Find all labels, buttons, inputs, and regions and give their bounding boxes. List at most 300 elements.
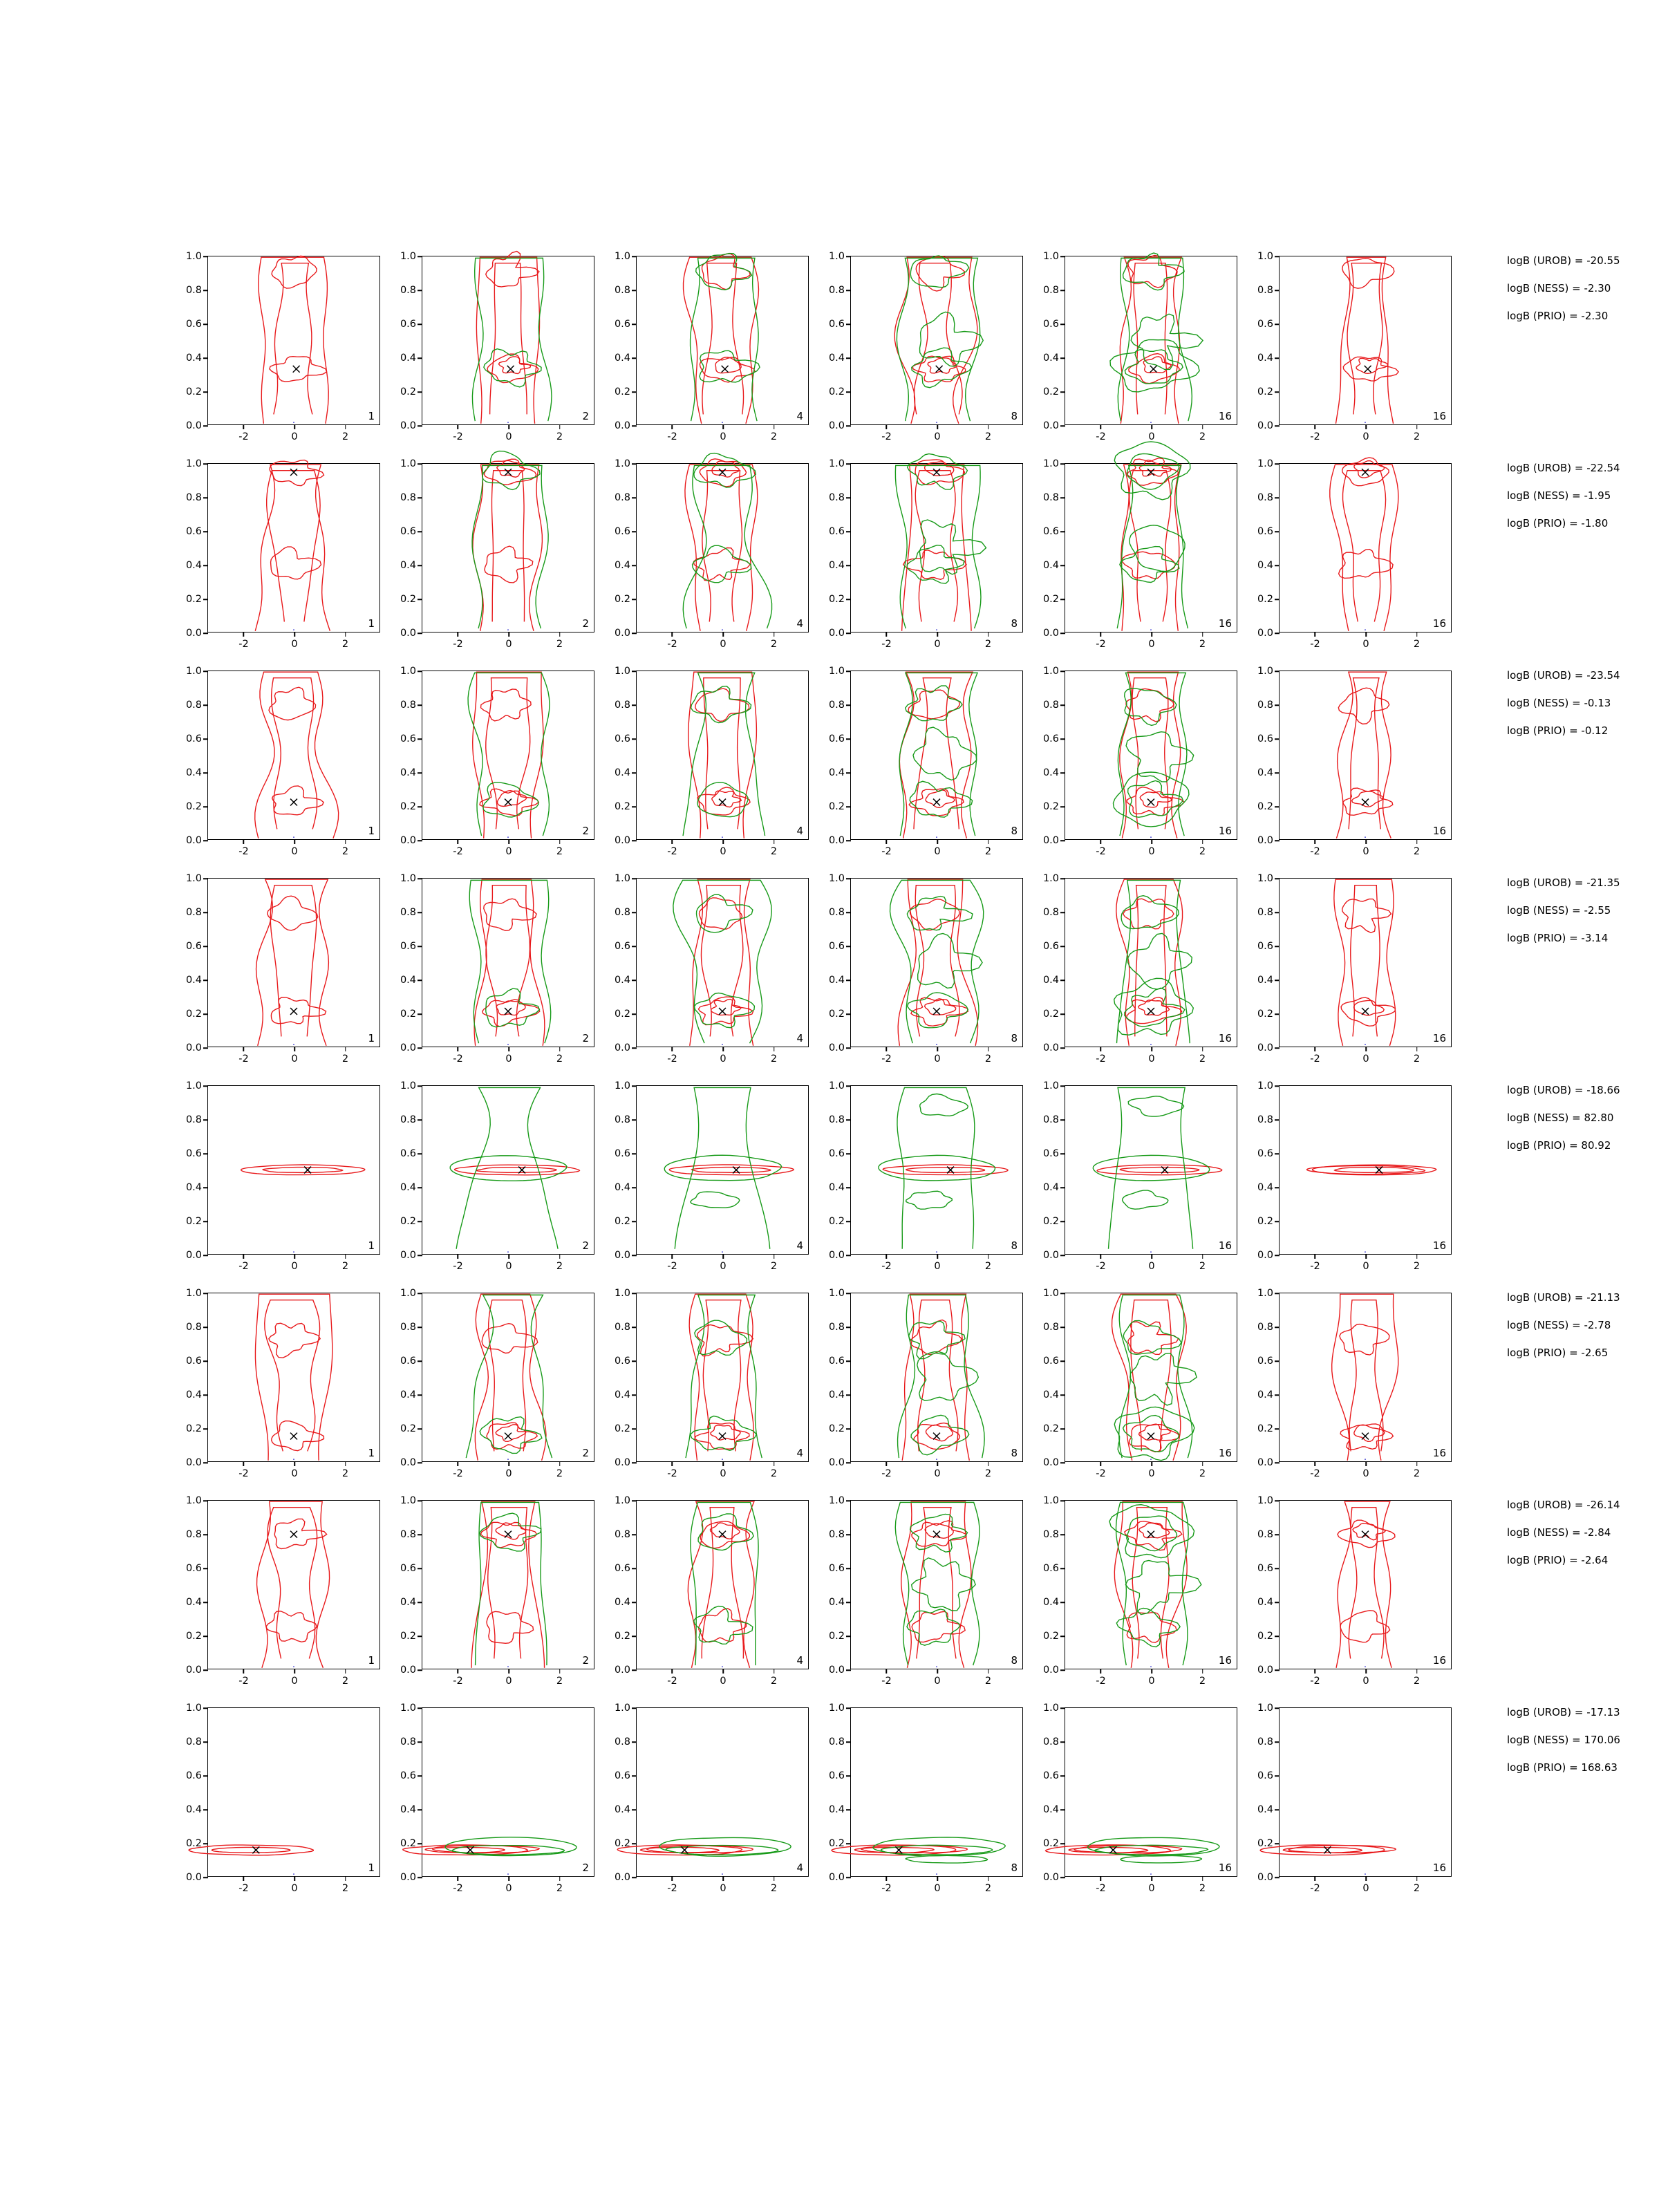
green-contour-line	[480, 1417, 542, 1454]
contour-panel[interactable]	[828, 1288, 1023, 1479]
x-tick-label: 2	[341, 639, 349, 650]
y-tick-label: 0.4	[1257, 1182, 1273, 1193]
y-tick-label: 0.0	[400, 835, 416, 846]
panel-count-label: 1	[368, 1447, 375, 1459]
y-tick-mark	[1275, 290, 1280, 291]
contour-panel[interactable]	[828, 1703, 1023, 1894]
y-tick-mark	[1060, 1775, 1065, 1777]
x-tick-mark	[672, 424, 673, 429]
contour-panel[interactable]	[1042, 1703, 1237, 1894]
y-tick-label: 1.0	[1257, 666, 1273, 677]
panel-cell	[391, 249, 605, 456]
y-tick-mark	[1275, 497, 1280, 498]
contour-panel[interactable]	[1042, 1080, 1237, 1272]
y-tick-mark	[418, 1602, 422, 1603]
y-tick-mark	[1275, 1047, 1280, 1049]
y-tick-mark	[1060, 1187, 1065, 1188]
x-tick-label: 2	[770, 846, 778, 857]
x-tick-mark	[1202, 1669, 1203, 1674]
contour-panel[interactable]	[185, 251, 380, 442]
contour-panel[interactable]	[185, 666, 380, 857]
y-tick-label: 1.0	[1257, 873, 1273, 884]
contour-panel[interactable]	[614, 1288, 809, 1479]
contour-panel[interactable]	[1257, 1703, 1452, 1894]
red-contour-line	[1353, 1524, 1385, 1540]
y-tick-mark	[418, 425, 422, 427]
y-tick-mark	[1060, 1500, 1065, 1501]
panel-count-label: 16	[1218, 617, 1232, 630]
y-tick-label: 1.0	[1042, 1495, 1059, 1506]
y-tick-mark	[1060, 324, 1065, 325]
x-tick-label: 0	[291, 639, 298, 650]
contour-panel[interactable]	[828, 458, 1023, 650]
red-contour-line	[915, 460, 964, 485]
x-tick-label: -2	[1096, 639, 1106, 650]
y-tick-label: 0.4	[828, 353, 845, 364]
y-tick-label: 0.2	[828, 1423, 845, 1434]
contour-panel[interactable]	[614, 1495, 809, 1687]
x-tick-label: 0	[505, 1261, 512, 1272]
sample-dot	[722, 629, 723, 630]
x-tick-label: 2	[556, 1468, 563, 1479]
x-tick-label: 2	[1199, 1053, 1206, 1065]
x-tick-label: 0	[505, 1676, 512, 1687]
panel-cell	[819, 664, 1033, 871]
contour-panel[interactable]	[400, 1703, 594, 1894]
red-contour-line	[915, 471, 957, 622]
contour-panel[interactable]	[1257, 666, 1452, 857]
red-contour-line	[268, 896, 318, 930]
y-tick-mark	[418, 357, 422, 359]
y-tick-label: 0.4	[400, 1389, 416, 1400]
y-tick-label: 0.0	[185, 1042, 202, 1053]
y-tick-label: 0.2	[185, 1423, 202, 1434]
contour-panel[interactable]	[828, 251, 1023, 442]
x-tick-label: 2	[556, 1676, 563, 1687]
x-tick-mark	[886, 632, 888, 637]
y-tick-label: 1.0	[828, 1288, 845, 1299]
y-tick-mark	[632, 704, 637, 706]
x-tick-mark	[988, 1254, 989, 1259]
red-contour-line	[486, 252, 539, 287]
y-tick-label: 1.0	[614, 458, 630, 469]
sample-dot	[293, 1459, 294, 1460]
x-tick-mark	[345, 1876, 346, 1881]
y-tick-mark	[418, 1500, 422, 1501]
contour-panel[interactable]	[400, 458, 594, 650]
truth-marker-x	[719, 1008, 726, 1015]
contour-panel[interactable]	[828, 873, 1023, 1065]
panel-cell	[1248, 664, 1462, 871]
contour-panel[interactable]	[614, 1080, 809, 1272]
contour-panel[interactable]	[1257, 458, 1452, 650]
x-tick-label: -2	[881, 1883, 892, 1894]
red-contour-line	[861, 1846, 967, 1853]
y-tick-mark	[846, 1534, 851, 1535]
y-tick-mark	[1060, 738, 1065, 740]
panel-cell	[176, 871, 391, 1078]
x-tick-label: 2	[341, 846, 349, 857]
green-contour-line	[1125, 1560, 1201, 1614]
x-tick-label: 0	[1362, 846, 1369, 857]
x-tick-label: -2	[453, 1468, 463, 1479]
y-tick-mark	[418, 1809, 422, 1810]
x-tick-label: 2	[556, 639, 563, 650]
x-tick-mark	[1315, 424, 1316, 429]
x-tick-mark	[243, 632, 245, 637]
y-tick-label: 0.6	[1042, 1770, 1059, 1781]
sample-dot	[293, 1666, 294, 1667]
y-tick-mark	[632, 1187, 637, 1188]
truth-marker-x	[1147, 1433, 1154, 1440]
y-tick-label: 1.0	[828, 1495, 845, 1506]
green-contour-line	[897, 258, 980, 421]
green-contour-line	[917, 1352, 979, 1401]
x-tick-mark	[988, 632, 989, 637]
green-contour-line	[1130, 1353, 1197, 1405]
y-tick-mark	[203, 531, 208, 532]
y-tick-mark	[1275, 1221, 1280, 1222]
y-tick-label: 1.0	[828, 251, 845, 262]
x-tick-label: 0	[291, 1883, 298, 1894]
y-tick-mark	[1060, 806, 1065, 807]
y-tick-mark	[846, 1843, 851, 1844]
contour-panel[interactable]	[400, 873, 594, 1065]
y-tick-label: 1.0	[185, 251, 202, 262]
y-tick-mark	[203, 1187, 208, 1188]
x-tick-mark	[345, 632, 346, 637]
y-tick-mark	[418, 531, 422, 532]
y-tick-mark	[203, 357, 208, 359]
y-tick-label: 0.8	[828, 285, 845, 296]
y-tick-label: 0.8	[400, 1114, 416, 1125]
y-tick-label: 0.4	[400, 1597, 416, 1608]
y-tick-label: 1.0	[614, 1080, 630, 1091]
x-tick-mark	[1315, 1254, 1316, 1259]
contour-panel[interactable]	[185, 1080, 380, 1272]
truth-marker-x	[290, 1433, 297, 1440]
truth-marker-x	[1150, 366, 1157, 373]
y-tick-label: 1.0	[185, 1288, 202, 1299]
contour-panel[interactable]	[400, 1288, 594, 1479]
green-contour-line	[907, 1609, 959, 1645]
panel-count-label: 16	[1218, 1032, 1232, 1044]
x-tick-label: -2	[1310, 1053, 1320, 1065]
x-tick-mark	[1202, 1254, 1203, 1259]
x-tick-mark	[886, 839, 888, 844]
x-tick-label: 2	[770, 1468, 778, 1479]
y-tick-label: 0.2	[1042, 1838, 1059, 1849]
green-contour-line	[899, 673, 977, 836]
x-tick-label: -2	[1310, 1468, 1320, 1479]
contour-panel[interactable]	[400, 1495, 594, 1687]
x-tick-mark	[1100, 1876, 1102, 1881]
y-tick-label: 0.4	[614, 1597, 630, 1608]
contour-panel[interactable]	[828, 666, 1023, 857]
y-tick-label: 0.6	[400, 941, 416, 952]
x-tick-mark	[672, 1876, 673, 1881]
panel-cell	[391, 664, 605, 871]
x-tick-mark	[672, 1047, 673, 1051]
y-tick-mark	[846, 878, 851, 879]
x-tick-mark	[508, 424, 509, 429]
panel-count-label: 2	[582, 825, 589, 837]
panel-count-label: 8	[1011, 825, 1018, 837]
contour-panel[interactable]	[828, 1495, 1023, 1687]
contour-panel[interactable]	[400, 251, 594, 442]
y-tick-label: 0.0	[614, 1665, 630, 1676]
y-tick-label: 0.6	[828, 1148, 845, 1159]
y-tick-mark	[846, 1153, 851, 1154]
y-tick-mark	[203, 1741, 208, 1743]
y-tick-label: 0.8	[1257, 492, 1273, 503]
contour-panel[interactable]	[1042, 1288, 1237, 1479]
truth-marker-x	[507, 366, 514, 373]
x-tick-mark	[1151, 424, 1152, 429]
y-tick-label: 0.2	[185, 801, 202, 812]
x-tick-mark	[1202, 632, 1203, 637]
y-tick-mark	[632, 1013, 637, 1015]
x-tick-label: 0	[505, 1053, 512, 1065]
y-tick-mark	[632, 1221, 637, 1222]
x-tick-label: -2	[453, 846, 463, 857]
y-tick-label: 0.4	[185, 560, 202, 571]
panel-cell	[605, 1078, 819, 1286]
y-tick-label: 0.8	[614, 285, 630, 296]
green-contour-line	[469, 880, 550, 1043]
contour-panel[interactable]	[1042, 666, 1237, 857]
sample-dot	[1365, 1459, 1366, 1460]
sample-dot	[936, 1459, 937, 1460]
y-tick-label: 0.4	[614, 1804, 630, 1815]
x-tick-mark	[672, 632, 673, 637]
x-tick-mark	[988, 839, 989, 844]
x-tick-label: 2	[1413, 639, 1421, 650]
y-tick-mark	[203, 324, 208, 325]
y-tick-label: 0.8	[1257, 285, 1273, 296]
contour-panel[interactable]	[400, 1080, 594, 1272]
y-tick-label: 0.6	[400, 319, 416, 330]
x-tick-mark	[774, 1254, 775, 1259]
y-tick-mark	[846, 1877, 851, 1878]
contour-panel[interactable]	[400, 666, 594, 857]
x-tick-mark	[1365, 632, 1367, 637]
y-tick-mark	[632, 1047, 637, 1049]
x-tick-mark	[458, 1669, 459, 1674]
y-tick-mark	[418, 1843, 422, 1844]
panel-count-label: 2	[582, 410, 589, 422]
y-tick-mark	[1275, 632, 1280, 634]
y-tick-label: 0.8	[185, 700, 202, 711]
y-tick-mark	[418, 671, 422, 672]
y-tick-mark	[203, 1707, 208, 1709]
x-tick-label: 0	[934, 639, 941, 650]
green-contour-line	[1127, 453, 1179, 489]
y-tick-mark	[1060, 1669, 1065, 1671]
contour-panel[interactable]	[185, 1288, 380, 1479]
x-tick-label: -2	[238, 846, 249, 857]
x-tick-label: 0	[934, 1676, 941, 1687]
x-tick-label: 0	[934, 1053, 941, 1065]
truth-marker-x	[719, 469, 726, 476]
y-tick-mark	[203, 1013, 208, 1015]
y-tick-label: 0.4	[614, 1389, 630, 1400]
logb-annotation: logB (PRIO) = -3.14	[1507, 932, 1609, 944]
contour-panel[interactable]	[1042, 458, 1237, 650]
y-tick-label: 0.4	[614, 975, 630, 986]
contour-panel[interactable]	[828, 1080, 1023, 1272]
contour-panel[interactable]	[614, 458, 809, 650]
x-tick-mark	[937, 1876, 938, 1881]
contour-panel[interactable]	[614, 666, 809, 857]
red-contour-line	[1135, 885, 1167, 1037]
y-tick-mark	[418, 391, 422, 393]
y-tick-label: 1.0	[1042, 1703, 1059, 1714]
y-tick-mark	[632, 1602, 637, 1603]
y-tick-mark	[203, 1462, 208, 1463]
contour-panel[interactable]	[1042, 1495, 1237, 1687]
logb-annotation: logB (PRIO) = 80.92	[1507, 1139, 1611, 1152]
contour-panel[interactable]	[1257, 1495, 1452, 1687]
y-tick-label: 0.2	[1042, 1631, 1059, 1642]
y-tick-label: 0.8	[1257, 1529, 1273, 1540]
y-tick-mark	[846, 1394, 851, 1396]
y-tick-mark	[418, 565, 422, 566]
x-tick-mark	[1100, 424, 1102, 429]
y-tick-label: 0.4	[400, 560, 416, 571]
sample-dot	[1150, 629, 1152, 630]
y-tick-mark	[1275, 980, 1280, 981]
y-tick-mark	[1060, 1013, 1065, 1015]
x-tick-label: 0	[1362, 1261, 1369, 1272]
contour-panel[interactable]	[614, 251, 809, 442]
x-tick-label: 2	[984, 1676, 992, 1687]
x-tick-label: -2	[667, 1468, 677, 1479]
x-tick-label: 0	[720, 1676, 727, 1687]
y-tick-mark	[846, 1293, 851, 1294]
green-contour-line	[691, 1416, 757, 1451]
contour-panel[interactable]	[1257, 1288, 1452, 1479]
truth-marker-x	[290, 799, 297, 806]
y-tick-label: 0.2	[614, 1838, 630, 1849]
row-annotation-block	[1507, 671, 1620, 753]
y-tick-label: 0.8	[185, 1322, 202, 1333]
x-tick-label: -2	[1096, 1676, 1106, 1687]
panel-cell	[605, 871, 819, 1078]
contour-panel[interactable]	[185, 1495, 380, 1687]
y-tick-mark	[632, 1085, 637, 1087]
x-tick-label: -2	[238, 1468, 249, 1479]
sample-dot	[1150, 1873, 1152, 1875]
y-tick-label: 0.8	[400, 285, 416, 296]
y-tick-label: 1.0	[828, 1080, 845, 1091]
y-tick-mark	[632, 632, 637, 634]
y-tick-label: 0.2	[400, 1838, 416, 1849]
y-tick-mark	[632, 463, 637, 465]
panel-count-label: 16	[1432, 825, 1446, 837]
green-contour-line	[683, 673, 765, 836]
y-tick-mark	[418, 1741, 422, 1743]
green-contour-line	[909, 1321, 965, 1358]
y-tick-mark	[203, 565, 208, 566]
contour-panel[interactable]	[1257, 251, 1452, 442]
y-tick-mark	[1060, 1809, 1065, 1810]
x-tick-label: 2	[341, 431, 349, 442]
red-contour-line	[481, 689, 532, 721]
panel-count-label: 4	[796, 410, 803, 422]
contour-panel[interactable]	[1042, 873, 1237, 1065]
x-tick-label: 2	[1413, 1676, 1421, 1687]
y-tick-label: 0.4	[614, 767, 630, 778]
y-tick-label: 0.6	[1257, 526, 1273, 537]
red-contour-line	[1342, 899, 1391, 933]
contour-panel[interactable]	[185, 873, 380, 1065]
contour-panel[interactable]	[614, 1703, 809, 1894]
x-tick-label: 2	[1413, 846, 1421, 857]
y-tick-label: 0.2	[1042, 801, 1059, 812]
y-tick-mark	[1060, 1394, 1065, 1396]
x-tick-label: -2	[453, 431, 463, 442]
y-tick-mark	[203, 1293, 208, 1294]
x-tick-mark	[774, 1461, 775, 1466]
panel-count-label: 4	[796, 617, 803, 630]
y-tick-mark	[418, 1119, 422, 1121]
y-tick-label: 0.8	[828, 700, 845, 711]
x-tick-mark	[345, 1669, 346, 1674]
contour-panel[interactable]	[1257, 1080, 1452, 1272]
y-tick-mark	[1060, 772, 1065, 774]
y-tick-mark	[418, 806, 422, 807]
y-tick-label: 0.2	[614, 1009, 630, 1020]
x-tick-label: 2	[341, 1468, 349, 1479]
contour-panel[interactable]	[614, 873, 809, 1065]
y-tick-mark	[418, 946, 422, 947]
red-contour-line	[1336, 672, 1391, 838]
y-tick-mark	[418, 1394, 422, 1396]
y-tick-mark	[846, 912, 851, 913]
x-tick-label: -2	[1310, 1883, 1320, 1894]
y-tick-mark	[632, 1327, 637, 1328]
y-tick-label: 0.6	[400, 1770, 416, 1781]
y-tick-mark	[1275, 1669, 1280, 1671]
red-contour-line	[1354, 1000, 1385, 1015]
contour-panel[interactable]	[1042, 251, 1237, 442]
y-tick-mark	[1275, 1013, 1280, 1015]
y-tick-label: 0.0	[828, 1872, 845, 1883]
y-tick-label: 0.0	[185, 420, 202, 431]
red-contour-line	[473, 465, 542, 631]
x-tick-mark	[1151, 632, 1152, 637]
x-tick-label: 2	[556, 1883, 563, 1894]
y-tick-label: 0.4	[828, 975, 845, 986]
x-tick-label: 2	[556, 1053, 563, 1065]
truth-marker-x	[290, 1008, 297, 1015]
x-tick-mark	[508, 632, 509, 637]
y-tick-mark	[203, 1428, 208, 1430]
x-tick-mark	[243, 424, 245, 429]
red-contour-line	[497, 791, 526, 807]
red-contour-line	[259, 257, 328, 424]
y-tick-label: 0.2	[614, 1631, 630, 1642]
contour-panel[interactable]	[1257, 873, 1452, 1065]
panel-count-label: 8	[1011, 1032, 1018, 1044]
y-tick-label: 0.6	[614, 319, 630, 330]
contour-panel[interactable]	[185, 458, 380, 650]
contour-panel[interactable]	[185, 1703, 380, 1894]
y-tick-label: 0.6	[828, 1770, 845, 1781]
x-tick-label: -2	[1310, 846, 1320, 857]
y-tick-mark	[203, 840, 208, 841]
